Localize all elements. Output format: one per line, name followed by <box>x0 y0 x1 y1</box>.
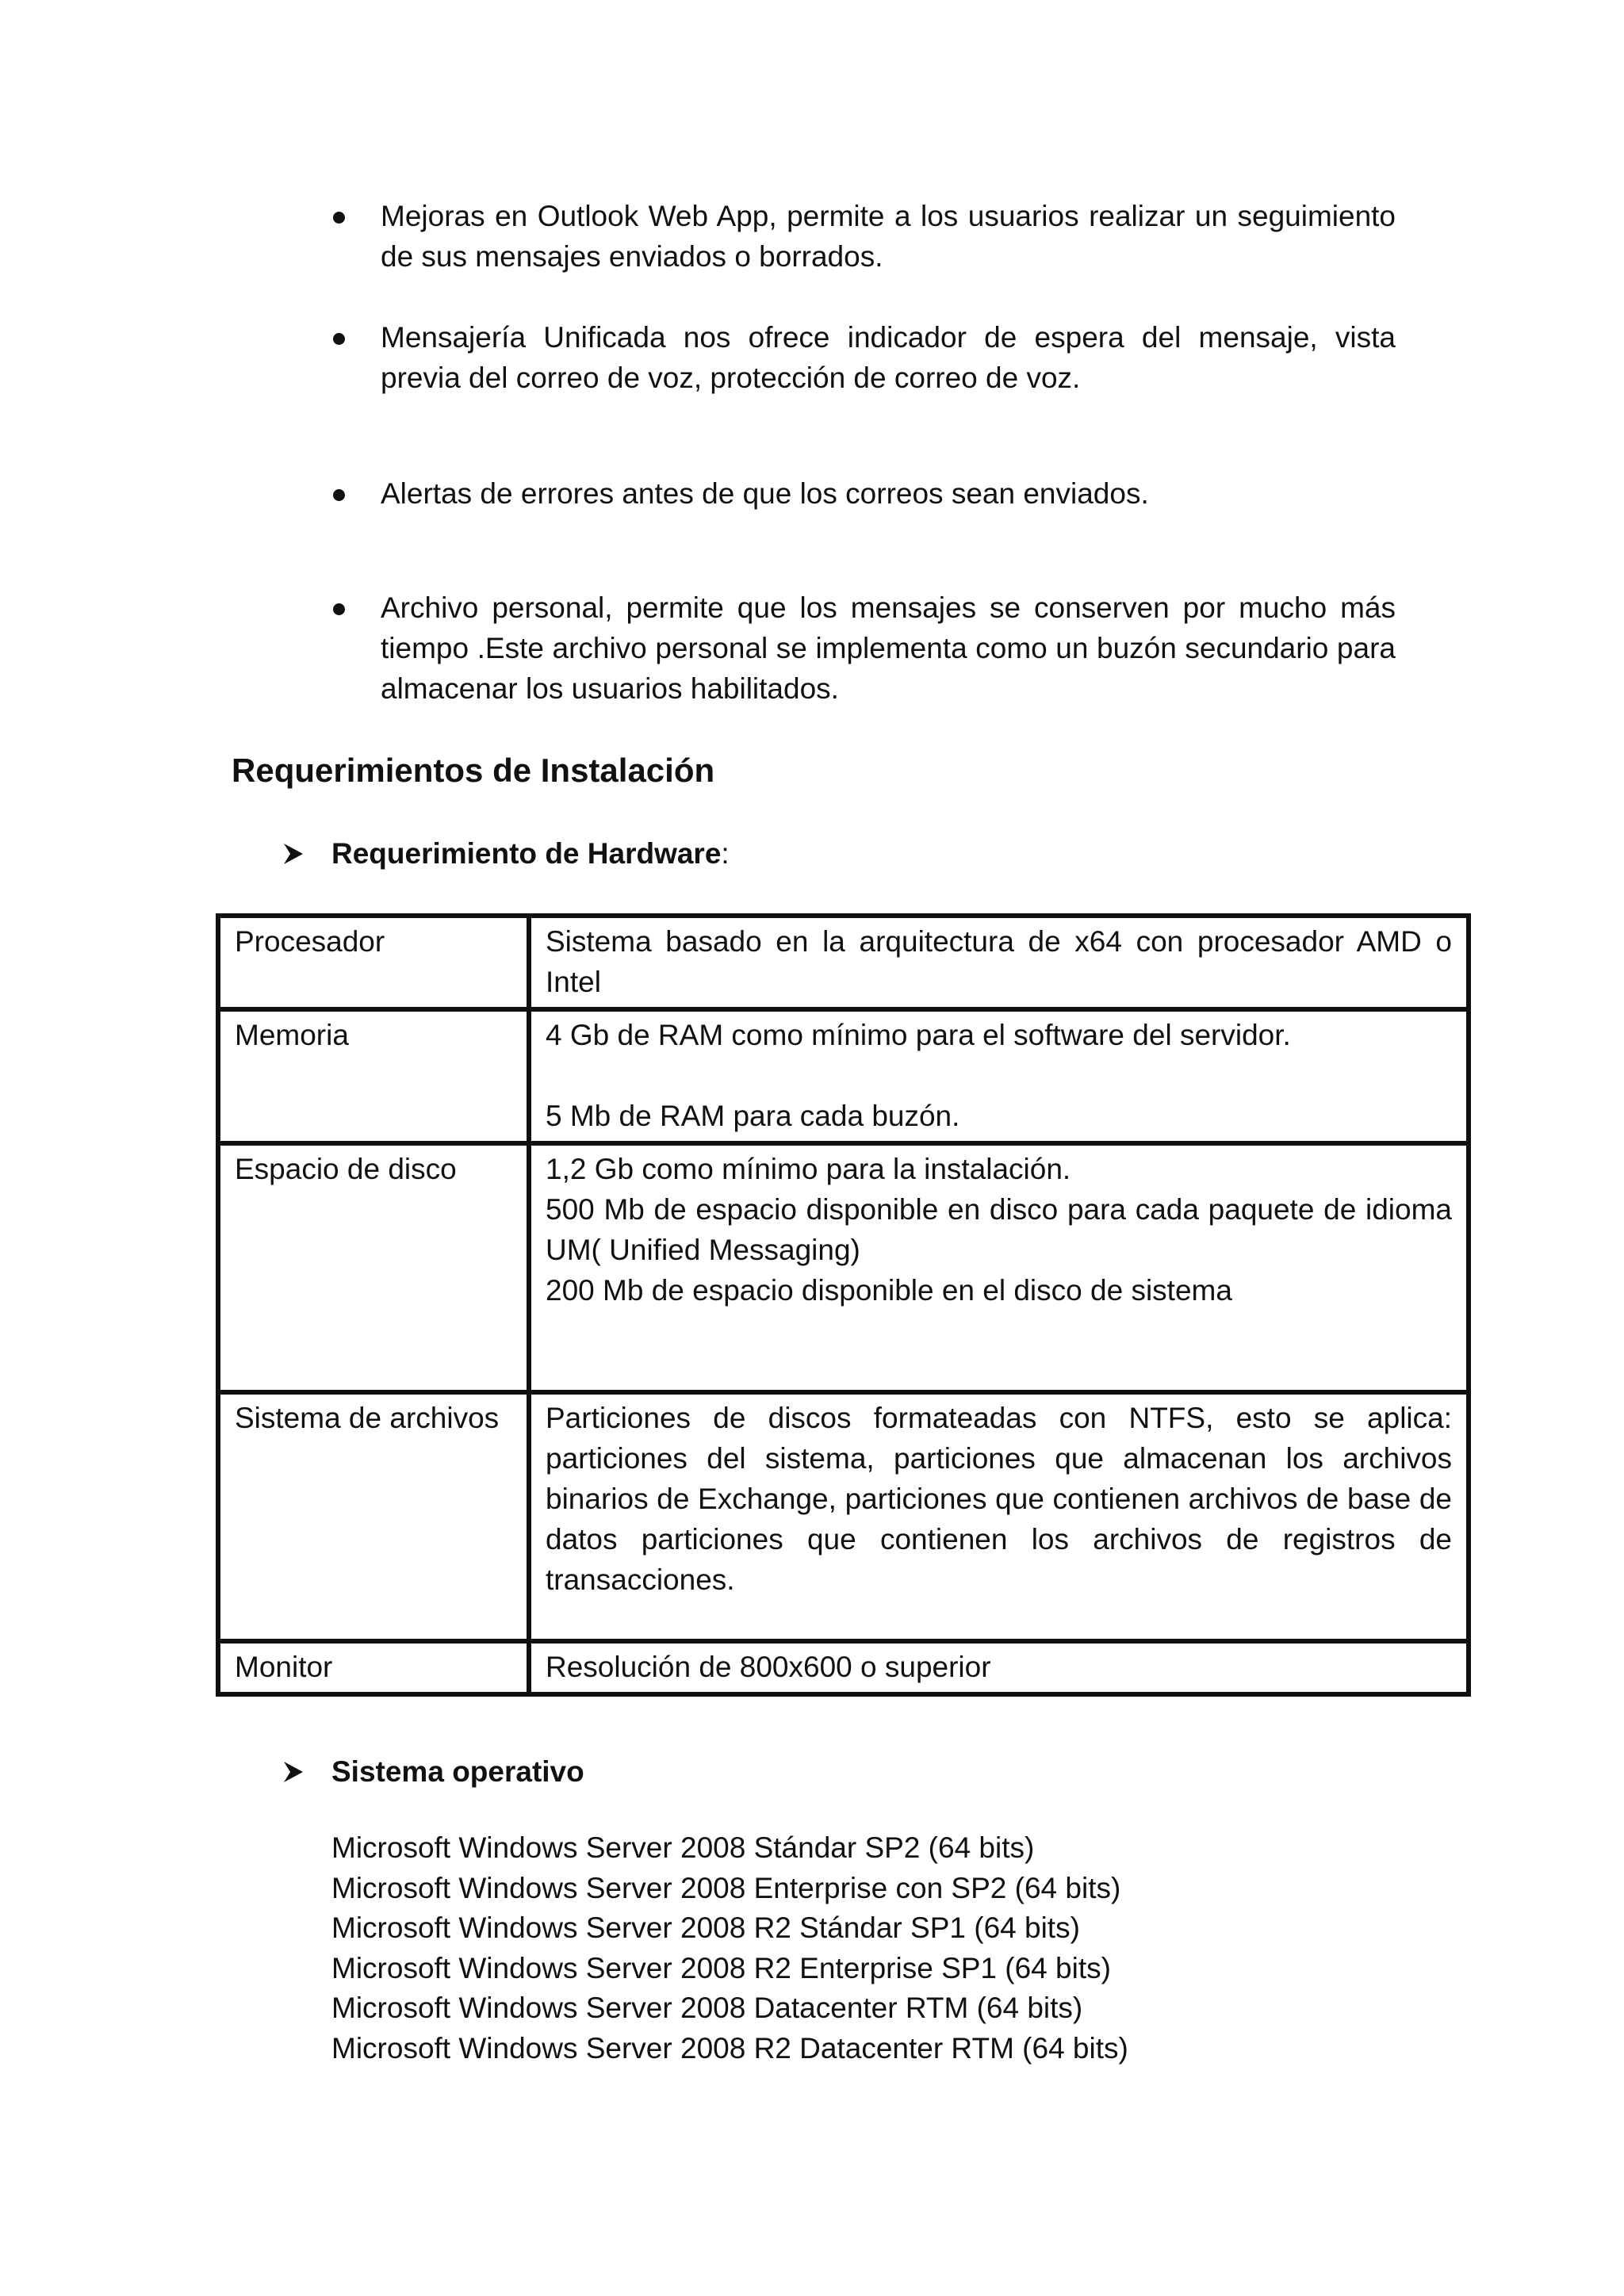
bullet-text: Mejoras en Outlook Web App, permite a los usuarios realizar un seguimiento de sus mensajes enviados o borrados. <box>381 200 1396 273</box>
row-label: Sistema de archivos <box>235 1402 500 1434</box>
row-value-line: 1,2 Gb como mínimo para la instalación. <box>546 1153 1071 1185</box>
table-cell-value <box>529 1392 1469 1641</box>
section-heading: Requerimientos de Instalación <box>232 752 715 789</box>
bullet-text: Archivo personal, permite que los mensajes se conserven por mucho más tiempo .Este archivo personal se implementa como un buzón secundario para almacenar los usuarios habilitados. <box>381 591 1396 705</box>
table-row <box>218 1009 1469 1143</box>
hardware-heading <box>282 834 730 874</box>
bullet-dot-icon <box>333 333 345 345</box>
bullet-item <box>325 473 1396 514</box>
bullet-dot-icon <box>333 212 345 224</box>
os-list-item: Microsoft Windows Server 2008 Datacenter RTM (64 bits) <box>331 1992 1083 2024</box>
os-heading-label: Sistema operativo <box>331 1755 584 1788</box>
row-value-line: Particiones de discos formateadas con NTFS, esto se aplica: particiones del sistema, particiones que almacenan los archivos binarios de Exchange, particiones que contienen archivos de base de datos particiones que contienen los archivos de registros de transacciones. <box>546 1402 1452 1596</box>
row-value-line: 4 Gb de RAM como mínimo para el software del servidor. <box>546 1019 1291 1051</box>
hardware-requirements-table <box>216 913 1471 1697</box>
os-list-item: Microsoft Windows Server 2008 R2 Stándar SP1 (64 bits) <box>331 1911 1080 1944</box>
bullet-item <box>325 587 1396 709</box>
table-cell-value <box>529 1009 1469 1143</box>
table-cell-label <box>218 1009 529 1143</box>
row-value-line: Resolución de 800x600 o superior <box>546 1651 991 1683</box>
os-heading <box>282 1752 584 1792</box>
arrow-bullet-icon <box>282 1752 306 1792</box>
table-cell-value <box>529 916 1469 1009</box>
os-list-item: Microsoft Windows Server 2008 Enterprise con SP2 (64 bits) <box>331 1871 1121 1904</box>
table-row <box>218 1392 1469 1641</box>
table-row <box>218 1641 1469 1694</box>
os-list-item: Microsoft Windows Server 2008 R2 Datacenter RTM (64 bits) <box>331 2031 1128 2064</box>
hardware-heading-label: Requerimiento de Hardware <box>331 837 722 870</box>
row-label: Monitor <box>235 1651 333 1683</box>
row-value-line: Sistema basado en la arquitectura de x64 con procesador AMD o Intel <box>546 925 1452 998</box>
row-label: Procesador <box>235 925 385 958</box>
table-row <box>218 916 1469 1009</box>
row-label: Espacio de disco <box>235 1153 457 1185</box>
row-value-spacer <box>546 1055 1452 1096</box>
row-value-line: 200 Mb de espacio disponible en el disco de sistema <box>546 1274 1232 1307</box>
os-list-item: Microsoft Windows Server 2008 Stándar SP2 (64 bits) <box>331 1831 1035 1864</box>
table-cell-label <box>218 1641 529 1694</box>
os-list <box>331 1828 1128 2068</box>
bullet-dot-icon <box>333 489 345 501</box>
bullet-dot-icon <box>333 603 345 615</box>
bullet-text: Mensajería Unificada nos ofrece indicador de espera del mensaje, vista previa del correo de voz, protección de correo de voz. <box>381 321 1396 394</box>
table-row <box>218 1143 1469 1392</box>
bullet-item <box>325 317 1396 398</box>
table-cell-label <box>218 1392 529 1641</box>
hardware-heading-colon: : <box>721 837 730 870</box>
table-cell-value <box>529 1641 1469 1694</box>
table-cell-label <box>218 1143 529 1392</box>
os-list-item: Microsoft Windows Server 2008 R2 Enterprise SP1 (64 bits) <box>331 1951 1111 1984</box>
row-value-line: 500 Mb de espacio disponible en disco para cada paquete de idioma UM( Unified Messaging) <box>546 1193 1452 1266</box>
bullet-item <box>325 196 1396 277</box>
bullet-text: Alertas de errores antes de que los correos sean enviados. <box>381 477 1149 510</box>
arrow-bullet-icon <box>282 834 306 874</box>
row-label: Memoria <box>235 1019 349 1051</box>
table-cell-label <box>218 916 529 1009</box>
row-value-line: 5 Mb de RAM para cada buzón. <box>546 1100 960 1132</box>
table-cell-value <box>529 1143 1469 1392</box>
